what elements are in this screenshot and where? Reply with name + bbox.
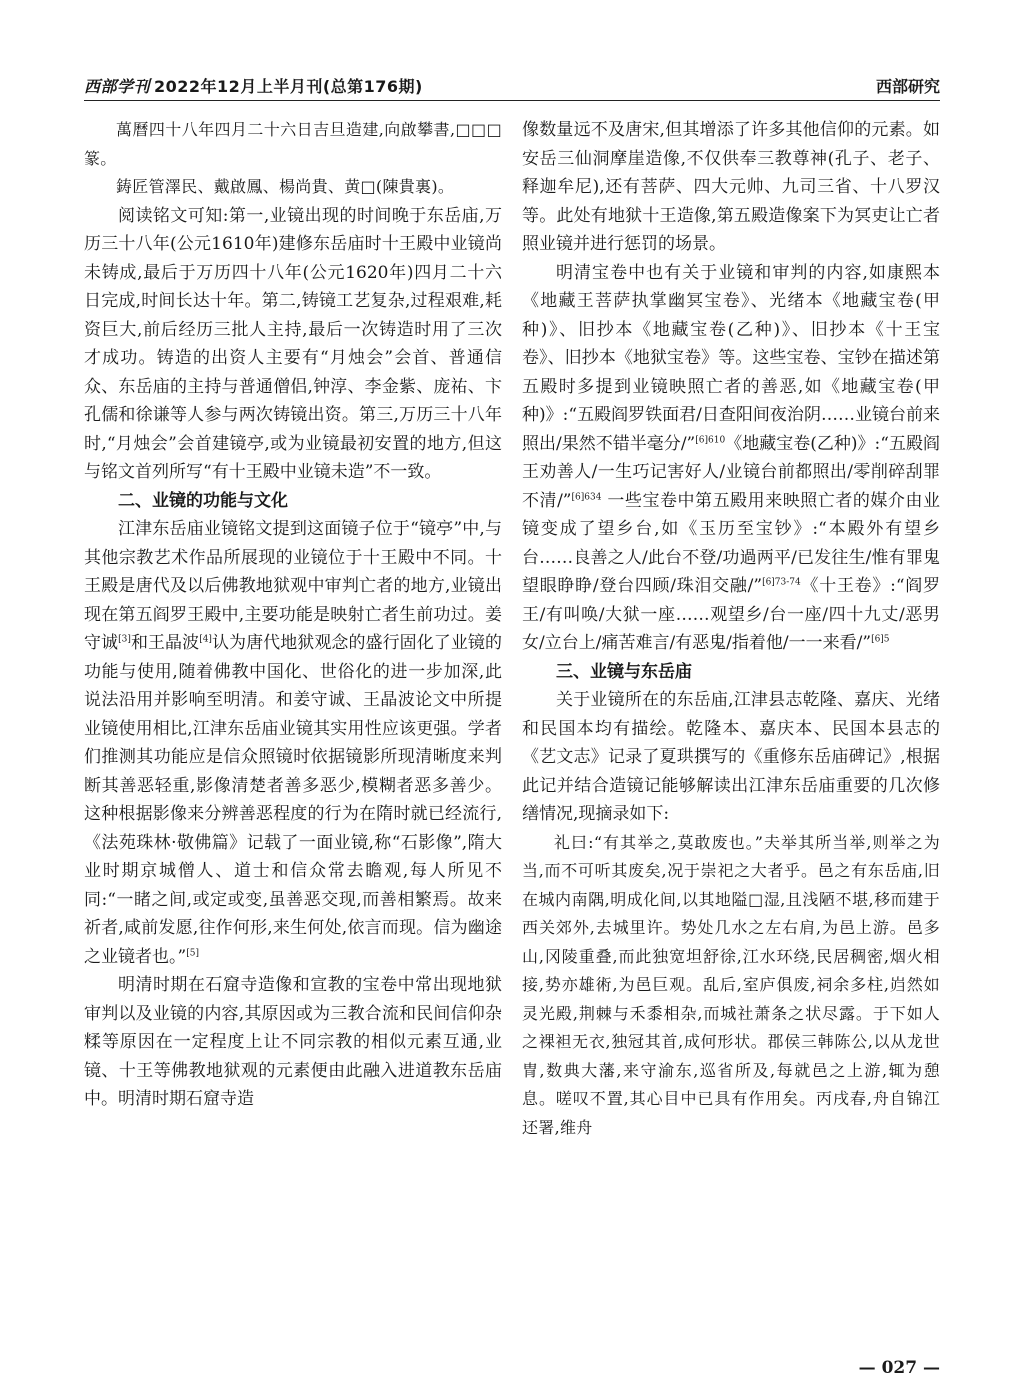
body-paragraph xyxy=(522,259,940,658)
issue-label: 2022年12月上半月刊(总第176期) xyxy=(154,77,423,96)
right-column xyxy=(522,116,940,1142)
page-number: — 027 — xyxy=(858,1358,940,1378)
citation-ref: [5] xyxy=(186,947,199,958)
paragraph-text: 《十王卷》:“阎罗王/有叫唤/大狱一座……观望乡/台一座/四十九丈/恶男女/立台上/痛苦难言/有恶鬼/指着他/一一来看/” xyxy=(522,576,940,653)
citation-ref: [6]5 xyxy=(871,634,890,645)
paragraph-text: 《地藏宝卷(乙种)》:“五殿阎王劝善人/一生巧记害好人/业镜台前都照出/零削碎刮罪不清/” xyxy=(522,433,940,511)
body-paragraph: 明清时期在石窟寺造像和宣教的宝卷中常出现地狱审判以及业镜的内容,其原因或为三教合流和民间信仰杂糅等原因在一定程度上让不同宗教的相似元素互通,业镜、十王等佛教地狱观的元素便由此融入进道教东岳庙中。明清时期石窟寺造 xyxy=(84,975,502,1109)
citation-ref: [6]610 xyxy=(695,434,726,445)
paragraph-text: 一些宝卷中第五殿用来映照亡者的媒介由业镜变成了望乡台,如《玉历至宝钞》:“本殿外有望乡台……良善之人/此台不登/功過两平/已发往生/惟有罪鬼望眼睁睁/登台四顾/珠泪交融/” xyxy=(522,490,940,596)
body-paragraph: 阅读铭文可知:第一,业镜出现的时间晚于东岳庙,万历三十八年(公元1610年)建修东岳庙时十王殿中业镜尚未铸成,最后于万历四十八年(公元1620年)四月二十六日完成,时间长达十年。第二,铸镜工艺复杂,过程艰难,耗资巨大,前后经历三批人主持,最后一次铸造时用了三次才成功。铸造的出资人主要有“月烛会”会首、普通信众、东岳庙的主持与普通僧侣,钟淳、李金紫、庞祐、卞孔儒和徐谦等人参与两次铸镜出资。第三,万历三十八年时,“月烛会”会首建镜亭,或为业镜最初安置的地方,但这与铭文首列所写“有十王殿中业镜未造”不一致。 xyxy=(84,205,502,482)
left-column xyxy=(84,116,502,1114)
body-paragraph: 关于业镜所在的东岳庙,江津县志乾隆、嘉庆、光绪和民国本均有描绘。乾隆本、嘉庆本、民国本县志的《艺文志》记录了夏珙撰写的《重修东岳庙碑记》,根据此记并结合造镜记能够解读出江津东岳庙重要的几次修缮情况,现摘录如下: xyxy=(522,690,940,824)
body-paragraph: 像数量远不及唐宋,但其增添了许多其他信仰的元素。如安岳三仙洞摩崖造像,不仅供奉三教尊神(孔子、老子、释迦牟尼),还有菩萨、四大元帅、九司三省、十八罗汉等。此处有地狱十王造像,第五殿造像案下为冥吏让亡者照业镜并进行惩罚的场景。 xyxy=(522,120,940,254)
citation-ref: [6]73-74 xyxy=(762,577,801,588)
paragraph-text: 江津东岳庙业镜铭文提到这面镜子位于“镜亭”中,与其他宗教艺术作品所展现的业镜位于十王殿中不同。十王殿是唐代及以后佛教地狱观中审判亡者的地方,业镜出现在第五阎罗王殿中,主要功能是映射亡者生前功过。姜守诚 xyxy=(84,519,502,653)
section-heading: 三、业镜与东岳庙 xyxy=(556,661,692,682)
paragraph-text: 认为唐代地狱观念的盛行固化了业镜的功能与使用,随着佛教中国化、世俗化的进一步加深,此说法沿用并影响至明清。和姜守诚、王晶波论文中所提业镜使用相比,江津东岳庙业镜其实用性应该更强。学者们推测其功能应是信众照镜时依据镜影所现清晰度来判断其善恶轻重,影像清楚者善多恶少,模糊者恶多善少。这种根据影像来分辨善恶程度的行为在隋时就已经流行,《法苑珠林·敬佛篇》记载了一面业镜,称“石影像”,隋大业时期京城僧人、道士和信众常去瞻观,每人所见不同:“一睹之间,或定或变,虽善恶交现,而善相繁焉。故来祈者,咸前发愿,往作何形,来生何处,依言而现。信为幽途之业镜者也。” xyxy=(84,633,502,967)
quotation-paragraph: 鋳匠管澤民、戴啟鳳、楊尚貴、黄□(陳貴裏)。 xyxy=(116,177,455,196)
journal-logo: 西部学刊 xyxy=(84,77,151,96)
section-heading: 二、业镜的功能与文化 xyxy=(118,490,288,511)
body-paragraph xyxy=(84,515,502,971)
citation-ref: [3] xyxy=(118,634,131,645)
quotation-paragraph: 萬曆四十八年四月二十六日吉旦造建,向啟攀書,□□□篆。 xyxy=(84,120,502,168)
section-label: 西部研究 xyxy=(875,77,940,96)
journal-issue xyxy=(84,74,423,97)
running-header xyxy=(84,70,940,100)
paragraph-text: 和王晶波 xyxy=(130,633,200,653)
citation-ref: [6]634 xyxy=(571,491,602,502)
quotation-paragraph: 礼曰:“有其举之,莫敢废也。”夫举其所当举,则举之为当,而不可听其废矣,况于崇祀之大者乎。邑之有东岳庙,旧在城内南隅,明成化间,以其地隘□湿,且浅陋不堪,移而建于西关郊外,去城里许。势处几水之左右肩,为邑上游。邑多山,冈陵重叠,而此独宽坦舒徐,江水环绕,民居稠密,烟火相接,势亦雄術,为邑巨观。乱后,室庐俱废,祠余多柱,岿然如灵光殿,荆棘与禾黍相杂,而城社萧条之状尽露。于下如人之裸袒无衣,独冠其首,成何形状。郡侯三韩陈公,以从龙世冑,数典大藩,来守渝东,巡省所及,每就邑之上游,辄为憩息。嗟叹不置,其心目中已具有作用矣。丙戌春,舟自锦江还署,维舟 xyxy=(522,832,940,1137)
paragraph-text: 明清宝卷中也有关于业镜和审判的内容,如康熙本《地藏王菩萨执掌幽冥宝卷》、光绪本《地藏宝卷(甲种)》、旧抄本《地藏宝卷(乙种)》、旧抄本《十王宝卷》、旧抄本《地狱宝卷》等。这些宝卷、宝钞在描述第五殿时多提到业镜映照亡者的善恶,如《地藏宝卷(甲种)》:“五殿阎罗铁面君/日查阳间夜治阴……业镜台前来照出/果然不错半毫分/” xyxy=(522,262,940,454)
header-rule xyxy=(84,100,940,101)
citation-ref: [4] xyxy=(199,634,212,645)
